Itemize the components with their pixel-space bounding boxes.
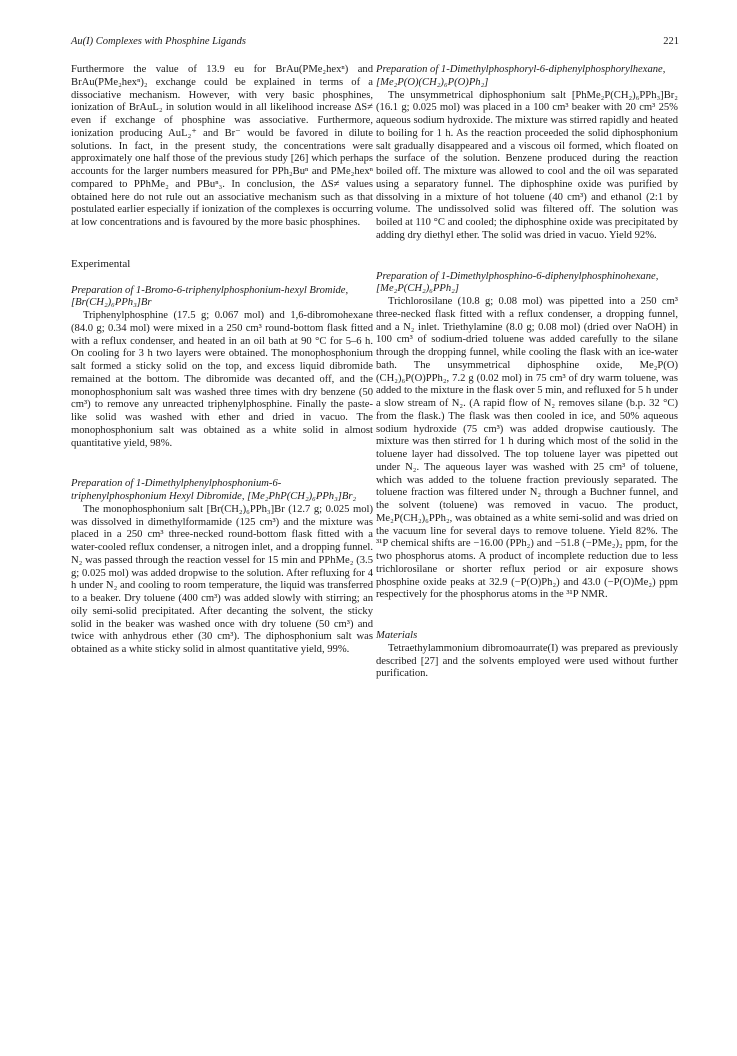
subsection-title-phosphino: Preparation of 1-Dimethylphosphino-6-diphenylphosphinohexane, [Me₂P(CH₂)₆PPh₂] (376, 270, 659, 295)
subsection-body-bromo: Triphenylphosphine (17.5 g; 0.067 mol) and 1,6-dibromohexane (84.0 g; 0.34 mol) were mixed in a 250 cm³ round-bottom flask fitted with a reflux condenser, and heated in an oil bath at 90 °C for 5–6 h. On cooling for 3 h two layers were obtained. The monophosphonium salt formed a sticky solid on the top, and excess liquid dibromide remained at the bottom. The dibromide was decanted off, and the monophosphonium salt was washed three times with dry benzene (50 cm³) to remove any unreacted triphenylphosphine. Finally the paste-like solid was washed with ether and dried in vacuo. The monophosphonium salt was obtained as a white solid in almost quantitative yield, 98%. (71, 310, 373, 449)
intro-paragraph: Furthermore the value of 13.9 eu for BrAu(PMe₂hexⁿ) and BrAu(PMe₂hexⁿ)₂ exchange could be explained in terms of a dissociative mechanism. However, with very basic phosphines, ionization of BrAuL₂ in solution would in all likelihood increase ΔS≠ even if exchange of phosphine was associative. Furthermore, ionization producing AuL₂⁺ and Br⁻ would be favored in dilute solutions. In fact, in the present study, the concentrations were approximately one half those of the previous study [26] which perhaps accounts for the larger numbers measured for PPh₂Buⁿ and PMe₂hexⁿ compared to PPhMe₂ and PBuⁿ₃. In conclusion, the ΔS≠ values obtained here do not rule out an associative mechanism such as that postulated earlier especially if ionization of the complexes is occurring at low concentrations and is favoured by the more basic phosphines. (71, 64, 373, 228)
subsection-body-materials: Tetraethylammonium dibromoaurrate(I) was prepared as previously described [27] and the solvents employed were used without further purification. (376, 642, 678, 680)
right-column (376, 64, 678, 681)
subsection-title-bromo: Preparation of 1-Bromo-6-triphenylphosphonium-hexyl Bromide, [Br(CH₂)₆PPh₃]Br (71, 284, 349, 309)
subsection-title-diphosphonium: Preparation of 1-Dimethylphenylphosphonium-6-triphenylphosphonium Hexyl Dibromide, [Me₂PhP(CH₂)₆PPh₃]Br₂ (71, 478, 357, 502)
subsection-title-materials: Materials (376, 630, 418, 641)
section-heading-experimental: Experimental (71, 257, 131, 270)
left-column (71, 64, 373, 657)
subsection-body-phosphoryl: The unsymmetrical diphosphonium salt [PhMe₂P(CH₂)₆PPh₃]Br₂ (16.1 g; 0.025 mol) was placed in a 100 cm³ beaker with 20 cm³ 25% aqueous sodium hydroxide. The mixture was stirred rapidly and heated to boiling for 1 h. As the reaction proceeded the solid diphosphonium salt gradually disappeared and a viscous oil formed, which floated on the surface of the solution. Benzene produced during the reaction boiled off. The mixture was allowed to cool and the oil was separated using a separatory funnel. The diphosphine oxide was purified by dissolving in a mixture of hot toluene (40 cm³) and ethanol (2:1 by volume. The undissolved solid was filtered off. The solution was boiled at 110 °C and cooled; the diphosphine oxide was precipitated by adding dry diethyl ether. The solid was dried in vacuo. Yield 92%. (376, 89, 678, 241)
subsection-title-phosphoryl: Preparation of 1-Dimethylphosphoryl-6-diphenylphosphorylhexane, [Me₂P(O)(CH₂)₆P(O)Ph₂] (376, 64, 666, 88)
subsection-body-phosphino: Trichlorosilane (10.8 g; 0.08 mol) was pipetted into a 250 cm³ three-necked flask fitted with a reflux condenser, a dropping funnel, and a N₂ inlet. Triethylamine (8.0 g; 0.08 mol) (dried over NaOH) in 100 cm³ of sodium-dried toluene was added carefully to the silane through the dropping funnel, while cooling the flask with an ice-water bath. The unsymmetrical diphosphine oxide, Me₂P(O)(CH₂)₆P(O)PPh₂, 7.2 g (0.02 mol) in 75 cm³ of dry warm toluene, was added to the mixture in the flask over 5 min, and refluxed for 5 h under a slow stream of N₂. (A rapid flow of N₂ removes silane (b.p. 32 °C) from the flask.) The flask was then cooled in ice, and 50% aqueous sodium hydroxide (75 cm³) was added dropwise cautiously. The mixture was then stirred for 1 h during which most of the solid in the toluene layer had dissolved. The top toluene layer was pipetted out under N₂. The aqueous layer was washed with 25 cm³ of toluene, which was added to the toluene fraction previously separated. The toluene fraction was filtered under N₂ through a Buchner funnel, and the solvent (toluene) was removed in vacuo. The product, Me₂P(CH₂)₆PPh₂, was obtained as a white semi-solid and was dried on the vacuum line for several days to remove toluene. Yield 82%. The ³¹P chemical shifts are −16.00 (PPh₂) and −51.8 (−PMe₂)₂ ppm, for the two phosphorus atoms. A product of incomplete reduction due to less trichlorosilane or shorter reflux period or air exposure shows phosphine oxide peaks at 32.9 (−P(O)Ph₂) and 43.0 (−P(O)Me₂) ppm respectively for the phosphorus atoms in the ³¹P NMR. (376, 296, 678, 601)
subsection-body-diphosphonium: The monophosphonium salt [Br(CH₂)₆PPh₃]Br (12.7 g; 0.025 mol) was dissolved in dimethylformamide (125 cm³) and the mixture was placed in a 250 cm³ three-necked round-bottom flask fitted with a water-cooled reflux condenser, a nitrogen inlet, and a dropping funnel. N₂ was passed through the reaction vessel for 15 min and PPhMe₂ (3.5 g; 0.025 mol) was added dropwise to the solution. After refluxing for 4 h under N₂ and cooling to room temperature, the liquid was transferred to a beaker. Dry toluene (400 cm³) was added slowly with stirring; an oily semi-solid precipitated. After decanting the solvent, the sticky solid in the beaker was washed once with dry toluene (50 cm³) and twice with anhydrous ether (30 cm³). The diphosphonium salt was obtained as a white sticky solid in almost quantitative yield, 99%. (71, 503, 373, 655)
running-head (71, 36, 679, 47)
page-number: 221 (663, 36, 679, 47)
running-title: Au(I) Complexes with Phosphine Ligands (71, 36, 246, 47)
